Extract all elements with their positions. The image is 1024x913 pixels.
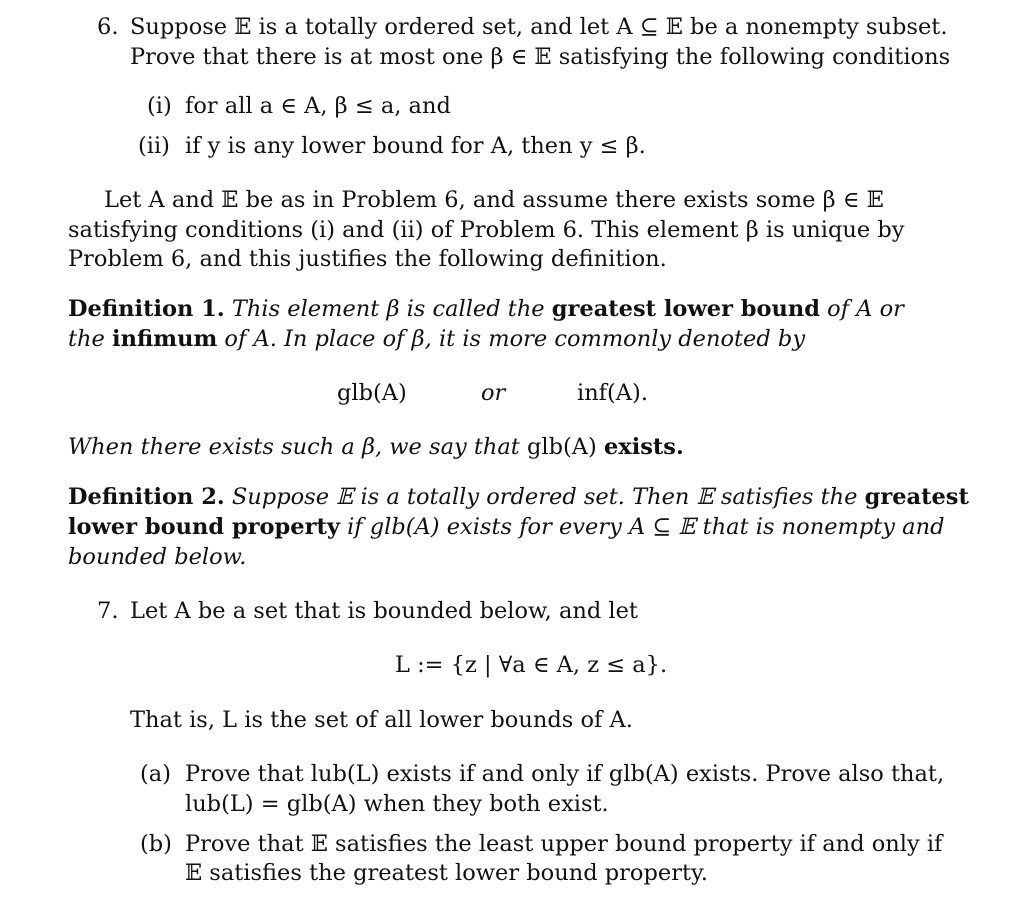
definition-1-line-3: When there exists such a β, we say that glb(A) exists. [68, 434, 684, 460]
part-b-line-2: 𝔼 satisfies the greatest lower bound property. [185, 860, 708, 886]
definition-1-heading: Definition 1. [68, 296, 225, 322]
paragraph-line-3: Problem 6, and this justifies the following definition. [68, 246, 667, 272]
display-glb: glb(A) [337, 380, 407, 406]
condition-1-label: (i) [147, 93, 172, 119]
definition-1-line-1: Definition 1. This element β is called the greatest lower bound of A or [68, 296, 904, 322]
condition-2-text: if y is any lower bound for A, then y ≤ β. [185, 133, 646, 159]
problem-7-line-2: That is, L is the set of all lower bounds of A. [130, 707, 633, 733]
display-or: or [481, 380, 506, 406]
term-lower-bound-property: lower bound property [68, 514, 340, 540]
term-greatest-lower-bound: greatest lower bound [551, 296, 820, 322]
part-a-line-2: lub(L) = glb(A) when they both exist. [185, 791, 609, 817]
problem-6-number: 6. [97, 14, 119, 40]
part-a-line-1: Prove that lub(L) exists if and only if glb(A) exists. Prove also that, [185, 761, 945, 787]
problem-6-line-2: Prove that there is at most one β ∈ 𝔼 satisfying the following conditions [130, 44, 951, 70]
paragraph-line-1: Let A and 𝔼 be as in Problem 6, and assume there exists some β ∈ 𝔼 [104, 187, 884, 213]
problem-6-line-1: Suppose 𝔼 is a totally ordered set, and let A ⊆ 𝔼 be a nonempty subset. [130, 14, 948, 40]
definition-2-line-1: Definition 2. Suppose 𝔼 is a totally ordered set. Then 𝔼 satisfies the greatest [68, 484, 969, 510]
condition-2-label: (ii) [138, 133, 170, 159]
problem-7-line-1: Let A be a set that is bounded below, and let [130, 598, 638, 624]
part-b-line-1: Prove that 𝔼 satisfies the least upper bound property if and only if [185, 831, 943, 857]
definition-2-heading: Definition 2. [68, 484, 225, 510]
problem-7-display: L := {z | ∀a ∈ A, z ≤ a}. [395, 652, 668, 678]
part-b-label: (b) [140, 831, 172, 857]
problem-7-number: 7. [97, 598, 119, 624]
display-inf: inf(A). [577, 380, 648, 406]
definition-1-line-2: the infimum of A. In place of β, it is more commonly denoted by [68, 326, 806, 352]
paragraph-line-2: satisfying conditions (i) and (ii) of Problem 6. This element β is unique by [68, 217, 905, 243]
condition-1-text: for all a ∈ A, β ≤ a, and [185, 93, 451, 119]
term-infimum: infimum [112, 326, 218, 352]
definition-2-line-2: lower bound property if glb(A) exists for every A ⊆ 𝔼 that is nonempty and [68, 514, 945, 540]
definition-2-line-3: bounded below. [68, 544, 247, 570]
part-a-label: (a) [140, 761, 171, 787]
